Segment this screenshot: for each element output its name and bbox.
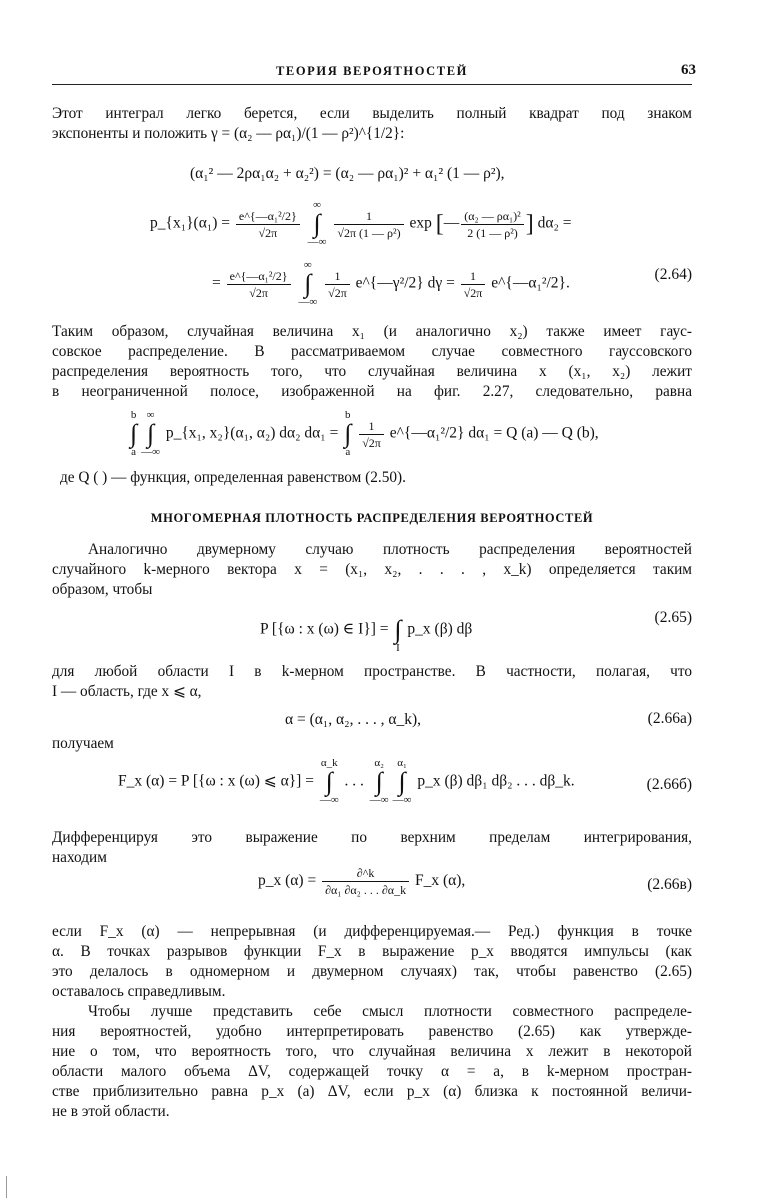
integral-sign: b ∫ a — [130, 409, 138, 458]
int-upper: ∞ — [313, 199, 321, 211]
frac-den: √2π — [362, 435, 381, 450]
text-line: области малого объема ΔV, содержащей точку α = a, в k-мерном простран- — [52, 1063, 692, 1080]
text-line: Таким образом, случайная величина x₁ (и аналогично x₂) также имеет гаус- — [52, 323, 692, 340]
integral-sign: b ∫ a — [344, 409, 352, 458]
eq-rhs: F_x (α), — [414, 872, 466, 890]
integral-sign: α₁ ∫ —∞ — [392, 757, 412, 806]
eq-sign: = — [212, 274, 221, 292]
paragraph-2 — [52, 322, 692, 402]
eq-rhs: p_x (β) dβ — [407, 620, 473, 638]
equation-2-64-line-3 — [212, 260, 570, 308]
running-header — [52, 62, 696, 86]
frac-num: e^{—α₁²/2} — [227, 269, 291, 285]
text-line: не в этой области. — [52, 1103, 170, 1120]
text-line: Дифференцируя это выражение по верхним пределам интегрирования, — [52, 829, 692, 846]
int-lower: —∞ — [392, 794, 412, 806]
eq-dots: . . . — [344, 772, 364, 790]
header-rule — [52, 84, 692, 85]
paragraph-8 — [52, 922, 692, 1002]
integral-sign: ∞ ∫ —∞ — [298, 259, 318, 308]
equation-number: (2.66a) — [647, 710, 692, 727]
eq-tail: e^{—α₁²/2}. — [491, 274, 570, 292]
eq-body: p_{x₁, x₂}(α₁, α₂) dα₂ dα₁ = — [165, 424, 339, 442]
paragraph-1 — [52, 104, 692, 144]
equation-q — [128, 410, 599, 458]
eq-fraction — [227, 269, 291, 300]
eq-lhs: p_{x₁}(α₁) = — [150, 214, 230, 232]
text-line: I — область, где x ⩽ α, — [52, 683, 202, 700]
paragraph-6 — [52, 734, 692, 754]
int-lower: I — [396, 642, 400, 654]
text-line: получаем — [52, 735, 114, 752]
eq-fraction — [322, 866, 409, 897]
int-upper: α₁ — [397, 757, 407, 769]
int-upper: ∞ — [146, 409, 155, 421]
eq-tail: e^{—α₁²/2} dα₁ = Q (a) — Q (b), — [389, 424, 599, 442]
int-lower: —∞ — [319, 794, 339, 806]
integral-sign: ∞ ∫ —∞ — [141, 409, 160, 458]
eq-fraction — [359, 419, 384, 450]
paragraph-9 — [52, 1002, 692, 1122]
int-upper: b — [130, 409, 137, 421]
scan-edge-mark — [6, 1176, 7, 1198]
equation-number: (2.66в) — [647, 876, 692, 893]
text-line: образом, чтобы — [52, 581, 153, 598]
text-line: в неограниченной полосе, изображенной на фиг. 2.27, следовательно, равна — [52, 383, 692, 400]
paragraph-5 — [52, 662, 692, 702]
equation-2-64-line-1: (α₁² — 2ρα₁α₂ + α₂²) = (α₂ — ρα₁)² + α₁² (1 — ρ²), — [190, 165, 505, 182]
integral-sign: α₂ ∫ —∞ — [369, 757, 389, 806]
eq-exp: exp — [409, 214, 432, 232]
int-upper: α_k — [320, 757, 338, 769]
frac-den: √2π — [328, 285, 347, 300]
text-line: Аналогично двумерному случаю плотность распределения вероятностей — [88, 541, 692, 558]
equation-number: (2.64) — [654, 266, 692, 283]
eq-lhs: p_x (α) = — [258, 872, 317, 890]
int-lower: —∞ — [307, 236, 327, 248]
paragraph-4 — [52, 540, 692, 600]
text-line: распределения вероятность того, что случайная величина x (x₁, x₂) лежит — [52, 363, 692, 380]
equation-number: (2.65) — [654, 609, 692, 626]
text-line: оставалось справедливым. — [52, 983, 226, 1000]
frac-den: √2π — [258, 225, 278, 240]
text-line: Чтобы лучше представить себе смысл плотности совместного распределе- — [88, 1003, 692, 1020]
eq-rhs: p_x (β) dβ₁ dβ₂ . . . dβ_k. — [417, 772, 575, 790]
int-lower: a — [131, 446, 136, 458]
equation-2-66a: α = (α₁, α₂, . . . , α_k), — [285, 711, 421, 728]
paragraph-3 — [60, 468, 680, 488]
int-lower: —∞ — [141, 446, 160, 458]
eq-fraction — [325, 269, 350, 300]
frac-den: ∂α₁ ∂α₂ . . . ∂α_k — [325, 883, 407, 897]
eq-tail: dα₂ = — [537, 214, 572, 232]
eq-middle: e^{—γ²/2} dγ = — [355, 274, 455, 292]
frac-den: √2π (1 — ρ²) — [337, 225, 401, 240]
header-title: ТЕОРИЯ ВЕРОЯТНОСТЕЙ — [275, 64, 469, 78]
eq-fraction — [461, 209, 524, 240]
integral-sign: α_k ∫ —∞ — [319, 757, 339, 806]
integral-sign: ∞ ∫ —∞ — [307, 199, 327, 248]
int-lower: —∞ — [369, 794, 389, 806]
equation-2-66b — [118, 758, 575, 806]
frac-num: ∂^k — [322, 866, 409, 882]
equation-2-66v — [258, 866, 465, 897]
text-line: экспоненты и положить γ = (α₂ — ρα₁)/(1 — ρ²)^{1/2}: — [52, 125, 405, 142]
section-title: МНОГОМЕРНАЯ ПЛОТНОСТЬ РАСПРЕДЕЛЕНИЯ ВЕРОЯТНОСТЕЙ — [150, 511, 594, 525]
eq-lhs: P [{ω : x (ω) ∈ I}] = — [260, 620, 389, 638]
frac-num: 1 — [359, 419, 384, 435]
integral-sign: ∫ I — [394, 615, 402, 654]
paragraph-7 — [52, 828, 692, 868]
text-line: Этот интеграл легко берется, если выделить полный квадрат под знаком — [52, 105, 692, 122]
eq-fraction — [461, 269, 486, 300]
equation-number: (2.66б) — [646, 776, 692, 793]
text-line: это делалось в одномерном и двумерном случаях) так, чтобы равенство (2.65) — [52, 963, 692, 980]
frac-num: e^{—α₁²/2} — [236, 209, 300, 225]
frac-den: √2π — [249, 285, 268, 300]
page-number: 63 — [681, 62, 696, 78]
frac-den: √2π — [463, 285, 483, 300]
text-line: стве приблизительно равна p_x (a) ΔV, если p_x (α) близка к постоянной величи- — [52, 1083, 692, 1100]
int-lower: —∞ — [298, 296, 318, 308]
frac-num: (α₂ — ρα₁)² — [461, 209, 524, 225]
int-upper: b — [345, 409, 351, 421]
eq-fraction — [236, 209, 300, 240]
text-line: для любой области I в k-мерном пространстве. В частности, полагая, что — [52, 663, 692, 680]
frac-num: 1 — [461, 269, 486, 285]
text-line: ния вероятностей, удобно интерпретировать равенство (2.65) как утвержде- — [52, 1023, 692, 1040]
text-line: случайного k-мерного вектора x = (x₁, x₂, . . . , x_k) определяется таким — [52, 561, 692, 578]
equation-2-64-line-2: p_{x₁}(α₁) = $\frac{\text{e\textasciicircum{}\{—α₁²/2\}}}{√2\pi}$ ∞ ∫ —∞ $\frac{1}{\text{√2π (1 — ρ²)}}$ exp [— $\frac{\text{(α₂ — ρα₁)²}}{\text{2 (1 — ρ²)}}$ ] dα₂ = — [150, 199, 572, 248]
eq-fraction — [334, 209, 403, 240]
text-line: если F_x (α) — непрерывная (и дифференцируемая.— Ред.) функция в точке — [52, 923, 692, 940]
frac-num: 1 — [325, 269, 350, 285]
eq-lhs: F_x (α) = P [{ω : x (ω) ⩽ α}] = — [118, 772, 314, 790]
text-line: находим — [52, 849, 107, 866]
int-upper: α₂ — [374, 757, 384, 769]
frac-num: 1 — [334, 209, 403, 225]
text-line: совское распределение. В рассматриваемом случае совместного гауссовского — [52, 343, 692, 360]
text-line: де Q ( ) — функция, определенная равенством (2.50). — [60, 469, 406, 486]
text-line: α. В точках разрывов функции F_x в выражение p_x вводятся импульсы (как — [52, 943, 692, 960]
text-line: ние о том, что вероятность того, что случайная величина x лежит в некоторой — [52, 1043, 692, 1060]
int-upper: ∞ — [303, 259, 312, 271]
frac-den: 2 (1 — ρ²) — [467, 225, 518, 240]
int-lower: a — [345, 446, 351, 458]
equation-2-65 — [260, 606, 472, 654]
